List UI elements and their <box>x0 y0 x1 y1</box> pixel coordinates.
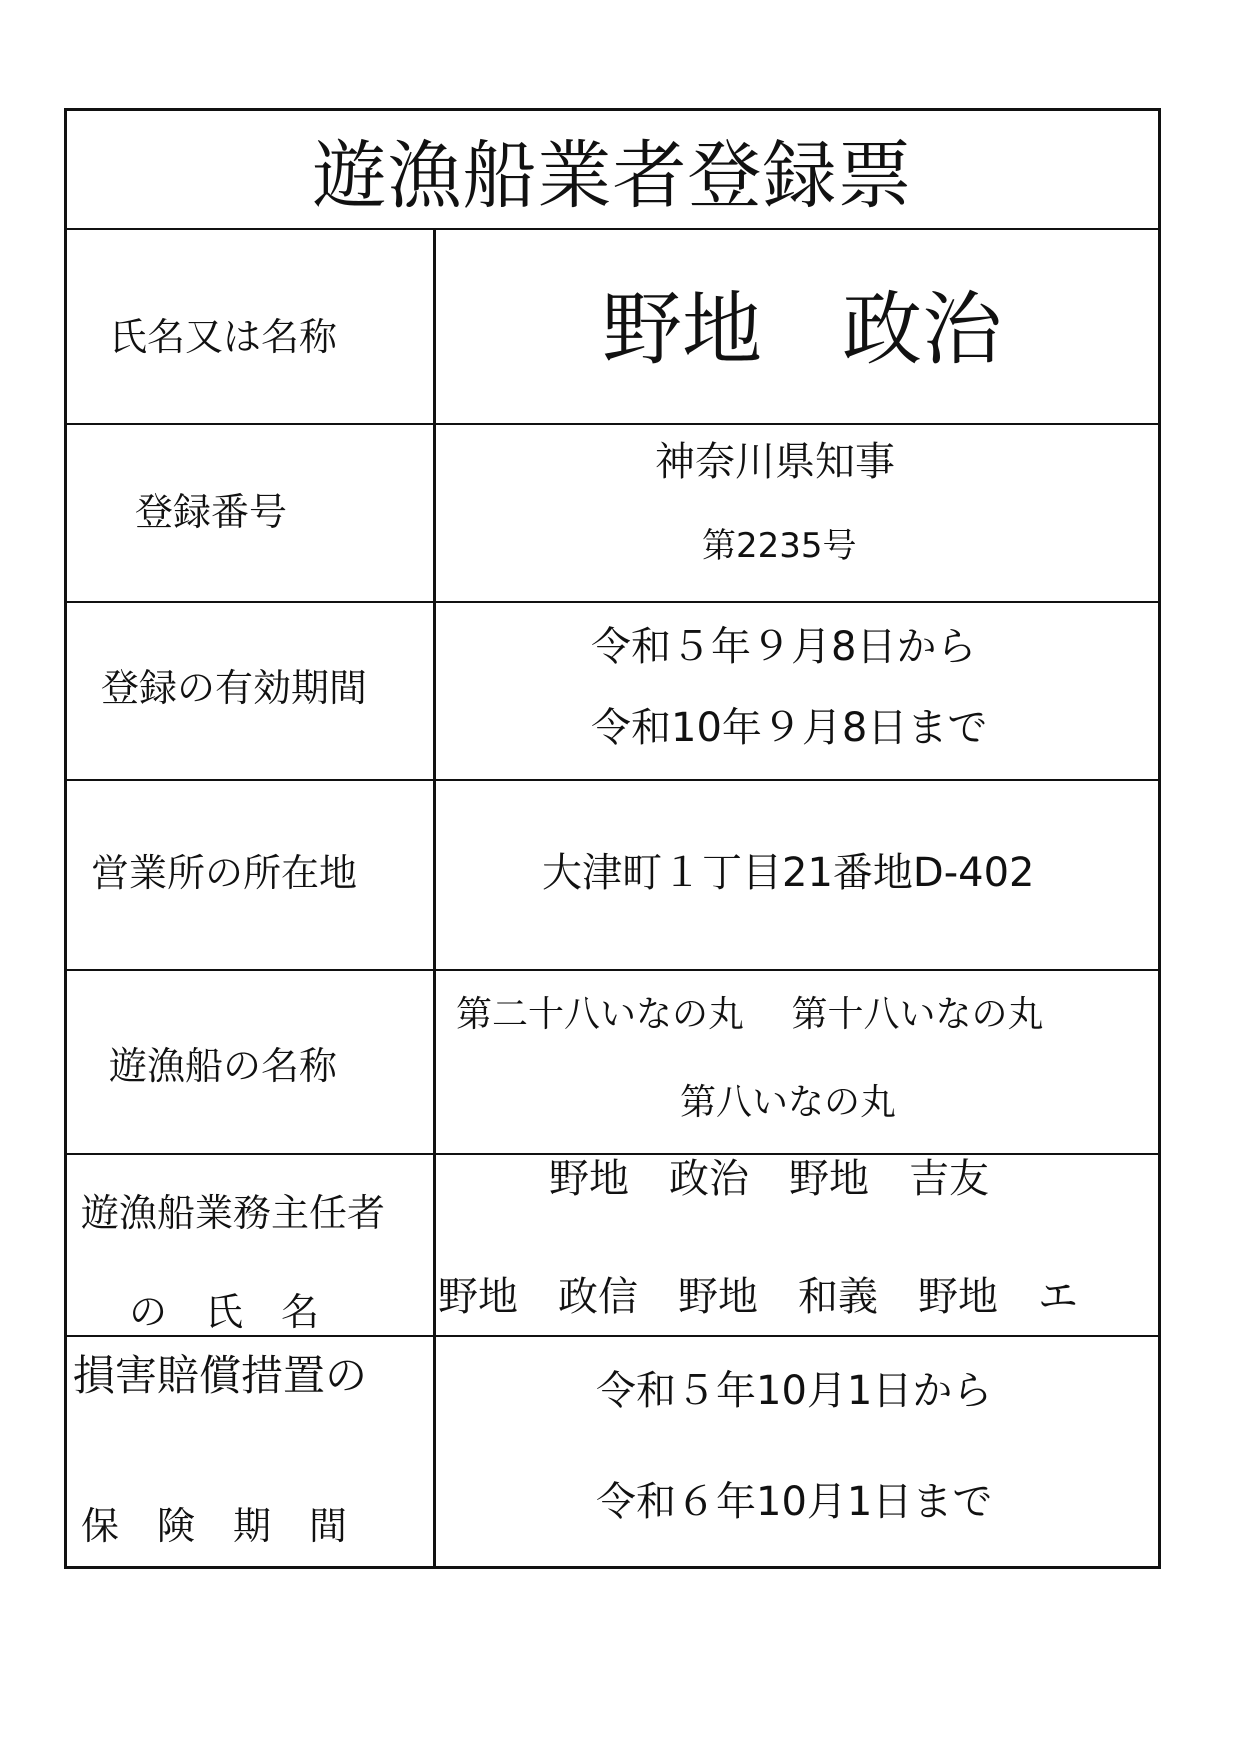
insurance-to: 令和６年10月1日まで <box>596 1479 993 1525</box>
registration-number: 第2235号 <box>702 526 857 566</box>
row-vessel-names <box>67 969 1158 1153</box>
validity-period-label: 登録の有効期間 <box>101 666 368 710</box>
label-cell <box>67 603 436 779</box>
label-cell <box>67 1337 436 1566</box>
label-cell <box>67 1155 436 1335</box>
value-cell <box>436 425 1158 601</box>
label-cell <box>67 425 436 601</box>
row-name <box>67 228 1158 423</box>
label-cell <box>67 781 436 969</box>
name-value: 野地 政治 <box>602 283 1002 376</box>
validity-from: 令和５年９月8日から <box>591 624 977 670</box>
name-label: 氏名又は名称 <box>109 315 338 359</box>
row-insurance-period <box>67 1335 1158 1566</box>
row-validity-period <box>67 601 1158 779</box>
vessel-names-line2: 第八いなの丸 <box>680 1082 897 1123</box>
registration-number-label: 登録番号 <box>135 490 288 534</box>
office-location-value: 大津町１丁目21番地D-402 <box>542 850 1035 896</box>
label-cell <box>67 230 436 423</box>
insurance-period-label-line2: 保 険 期 間 <box>81 1504 348 1548</box>
value-cell <box>436 230 1158 423</box>
chief-officers-line1: 野地 政治 野地 吉友 <box>549 1156 989 1202</box>
document-title: 遊漁船業者登録票 <box>312 132 913 219</box>
title-row <box>67 111 1158 228</box>
row-chief-officers <box>67 1153 1158 1335</box>
chief-officers-line2: 野地 政信 野地 和義 野地 エ <box>438 1274 1078 1320</box>
office-location-label: 営業所の所在地 <box>91 851 358 895</box>
value-cell <box>436 1155 1158 1335</box>
vessel-names-label: 遊漁船の名称 <box>109 1044 338 1088</box>
value-cell <box>436 603 1158 779</box>
insurance-from: 令和５年10月1日から <box>596 1368 993 1414</box>
validity-to: 令和10年９月8日まで <box>591 705 988 751</box>
value-cell <box>436 781 1158 969</box>
chief-officers-label-line2: の 氏 名 <box>129 1290 320 1334</box>
registration-certificate <box>64 108 1161 1569</box>
value-cell <box>436 971 1158 1153</box>
insurance-period-label-line1: 損害賠償措置の <box>73 1351 368 1400</box>
registration-authority: 神奈川県知事 <box>655 439 895 485</box>
vessel-names-line1: 第二十八いなの丸 第十八いなの丸 <box>456 994 1044 1035</box>
label-cell <box>67 971 436 1153</box>
chief-officers-label-line1: 遊漁船業務主任者 <box>81 1191 386 1235</box>
row-office-location <box>67 779 1158 969</box>
row-registration-number <box>67 423 1158 601</box>
value-cell <box>436 1337 1158 1566</box>
